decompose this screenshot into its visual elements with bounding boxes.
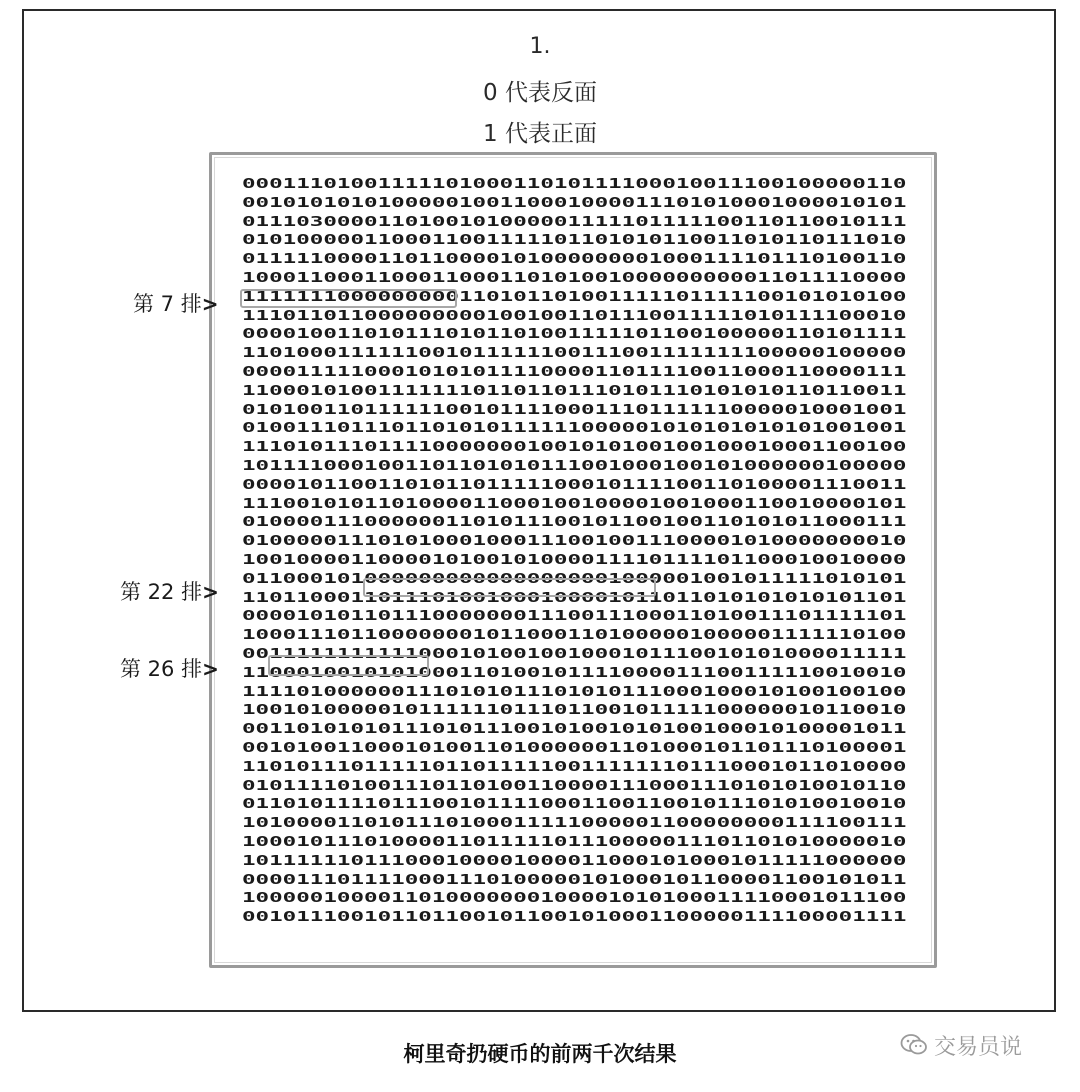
grid-row: 0111030000110100101000001111101111100110110010111	[242, 214, 907, 230]
arrow-icon: >	[202, 580, 219, 604]
grid-row: 1101100011011101001000100001011011010101010101101	[242, 590, 907, 606]
row22-label-text: 第 22 排	[120, 580, 203, 604]
grid-row: 0000111110001010101111000011011110011000110000111	[242, 365, 907, 380]
grid-row: 1001010000010111111011101100101111100000010110010	[242, 703, 907, 719]
grid-row: 0010111001011011001011001010001100000111100001111	[242, 910, 907, 926]
grid-row: 0100000111010100010001110010011100001010000000010	[242, 534, 907, 550]
grid-row: 1111010000001110101011101010111000100010100100100	[242, 684, 907, 700]
grid-row: 0000101100110101101111100010111100110100001110011	[242, 477, 907, 493]
grid-row: 0100111011101101010111111000001010101010101001001	[242, 421, 907, 437]
grid-row: 1001000011000010100101000011110111101100010010000	[242, 553, 907, 568]
grid-row: 1011110001001101101010111001000100101000000100000	[242, 459, 907, 474]
figure-caption: 柯里奇扔硬币的前两千次结果	[403, 1042, 677, 1066]
row7-run-highlight	[240, 289, 457, 308]
row26-label	[120, 653, 219, 683]
grid-row: 0101000001100011001111101101010110011010110111010	[242, 233, 907, 249]
legend-one-meaning: 1 代表正面	[483, 121, 597, 147]
row22-run-highlight	[363, 578, 656, 597]
grid-row: 0000100110101110101101001111101100100000110101111	[242, 327, 907, 343]
grid-row: 1000110001100011000110101001000000000011011110000	[242, 271, 907, 286]
row26-run-highlight	[268, 655, 429, 676]
grid-row: 0101001101111110010111100011101111110000010001001	[242, 402, 907, 418]
watermark	[900, 1030, 1022, 1063]
grid-row: 0111110000110110000101000000001000111101110100110	[242, 252, 907, 268]
grid-row: 1101000111111001011111100111001111111100000100000	[242, 346, 907, 362]
row26-label-text: 第 26 排	[120, 657, 203, 681]
legend-zero-meaning: 0 代表反面	[483, 80, 597, 106]
grid-row: 0101111010011101101001100001110001110101010010110	[242, 778, 907, 794]
arrow-icon: >	[201, 292, 219, 316]
grid-row: 1011111101110001000010000110001010001011111000000	[242, 853, 907, 869]
grid-row: 1101011101111101101111100111111101110001011010000	[242, 759, 907, 775]
grid-row: 0000101011011100000001110011100011010011101111101	[242, 609, 907, 625]
grid-row: 1000111011000000010110001101000001000001111110100	[242, 628, 907, 644]
watermark-text: 交易员说	[934, 1035, 1023, 1060]
grid-row: 0110101111011100101111000110011001011101010010010	[242, 797, 907, 813]
grid-row: 0100001110000001101011100101100100110101011000111	[242, 515, 907, 531]
grid-row: 0010100110001010011010000001101000101101110100001	[242, 741, 907, 756]
grid-row: 0011111111111000101001001000101110010101000011111	[242, 647, 907, 662]
grid-row: 1110010101101000011000100100001001000110010000101	[242, 496, 907, 512]
grid-row: 1110101110111100000001001010100100100010001100100	[242, 440, 907, 456]
grid-row: 1000001000011010000000100001010100011110001011100	[242, 891, 907, 907]
grid-row: 0001110100111110100011010111100010011100100000110	[242, 177, 907, 192]
wechat-logo-icon	[900, 1033, 928, 1063]
grid-row: 1010000110101110100011111000001100000000111100111	[242, 816, 907, 832]
grid-row: 1110110110000000001001001101110011111010111100010	[242, 308, 907, 324]
legend-title: 1.	[529, 34, 551, 59]
grid-row: 1000101110100001101111101110000011101101010000010	[242, 835, 907, 850]
row7-label	[133, 288, 218, 318]
grid-row: 1100010100111111101101101110101110101010110110011	[242, 383, 907, 399]
grid-row: 0011010101011101011100101001010100100010100001011	[242, 722, 907, 738]
grid-row: 0000111011110001110100000101000101100001100101011	[242, 872, 907, 888]
arrow-icon: >	[202, 657, 219, 681]
grid-row: 1100010010101000110100101111000011100111110010010	[242, 665, 907, 681]
grid-row: 0010101010100000100110001000011101010001000010101	[242, 195, 907, 211]
row7-label-text: 第 7 排	[133, 292, 202, 316]
grid-row: 1111111000000000110101101001111101111100101010100	[242, 289, 907, 305]
row22-label	[120, 576, 219, 606]
grid-row: 0110001010000000000000000001000001001011111010101	[242, 571, 907, 587]
